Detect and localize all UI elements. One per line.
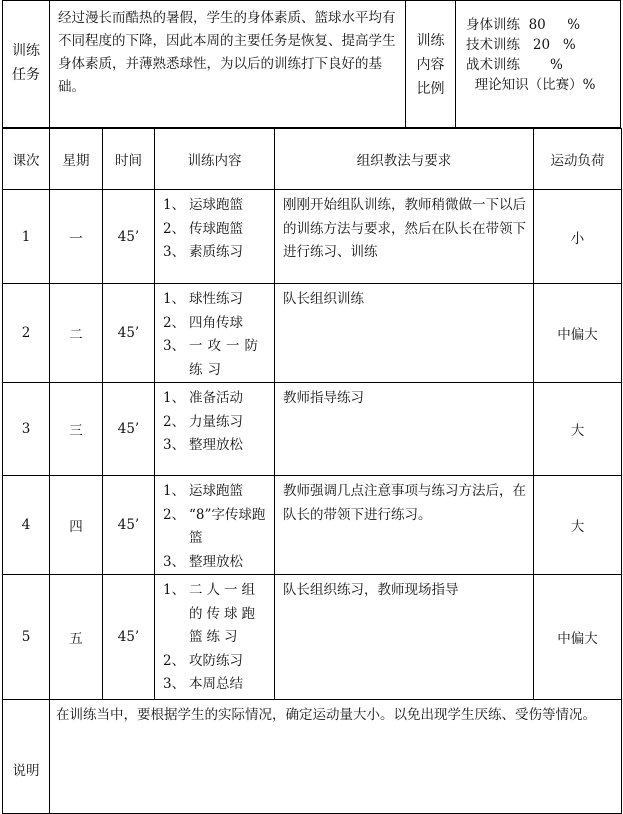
ratio-label: 训练内容比例 <box>416 33 445 97</box>
method-requirements: 教师强调几点注意事项与练习方法后，在队长的带领下进行练习。 <box>275 476 534 575</box>
list-item: 1、 球性练习 <box>163 291 243 307</box>
exercise-load: 中偏大 <box>534 575 622 700</box>
ratio-label-cell <box>406 1 456 127</box>
duration: 45’ <box>103 284 155 383</box>
list-item: 1、 运球跑篮 <box>163 197 243 213</box>
method-requirements: 教师指导练习 <box>275 383 534 476</box>
table-row <box>3 575 622 700</box>
list-item: 2、 力量练习 <box>163 413 243 430</box>
ratio-tactical: 战术训练 % <box>466 57 563 73</box>
exercise-load: 中偏大 <box>534 284 622 383</box>
weekday: 一 <box>50 190 103 284</box>
method-requirements: 队长组织练习，教师现场指导 <box>275 575 534 700</box>
table-header-row <box>3 129 622 190</box>
weekday: 三 <box>50 383 103 476</box>
list-item: 3、 素质练习 <box>163 244 243 260</box>
note-text: 在训练当中，要根据学生的实际情况，确定运动量大小。以免出现学生厌练、受伤等情况。 <box>50 700 622 814</box>
list-item: 2、 四角传球 <box>163 314 243 331</box>
duration: 45’ <box>103 190 155 284</box>
training-items <box>155 476 275 575</box>
list-item: 3、 本周总结 <box>163 676 243 692</box>
ratio-technical: 技术训练 20 % <box>466 37 576 53</box>
training-items <box>155 575 275 700</box>
list-item: 2、 攻防练习 <box>163 652 243 669</box>
lesson-number: 5 <box>3 575 50 700</box>
list-item: 3、 一攻一防练习 <box>163 338 263 378</box>
col-header-method: 组织教法与要求 <box>275 129 534 190</box>
training-schedule-table <box>2 128 622 814</box>
list-item: 3、 整理放松 <box>163 553 243 570</box>
duration: 45’ <box>103 575 155 700</box>
col-header-content: 训练内容 <box>155 129 275 190</box>
list-item: 3、 整理放松 <box>163 437 243 453</box>
table-row <box>3 476 622 575</box>
goal-text-cell <box>50 1 406 127</box>
duration: 45’ <box>103 383 155 476</box>
duration: 45’ <box>103 476 155 575</box>
table-row <box>3 190 622 284</box>
note-row <box>3 700 622 814</box>
goal-label-cell <box>3 1 50 127</box>
list-item: 1、 准备活动 <box>163 390 243 406</box>
note-label: 说明 <box>3 700 50 814</box>
list-item: 1、 运球跑篮 <box>163 483 243 499</box>
lesson-number: 4 <box>3 476 50 575</box>
col-header-time: 时间 <box>103 129 155 190</box>
col-header-lesson: 课次 <box>3 129 50 190</box>
method-requirements: 刚刚开始组队训练，教师稍微做一下以后的训练方法与要求，然后在队长在带领下进行练习、训练 <box>275 190 534 284</box>
lesson-number: 3 <box>3 383 50 476</box>
weekday: 四 <box>50 476 103 575</box>
list-item: 1、 二人一组的传球跑篮练习 <box>163 582 259 645</box>
plan-header <box>2 0 621 128</box>
list-item: 2、 传球跑篮 <box>163 220 243 237</box>
ratio-theory: 理论知识（比赛）% <box>466 77 596 93</box>
ratio-list <box>456 1 620 127</box>
table-row <box>3 383 622 476</box>
lesson-number: 1 <box>3 190 50 284</box>
exercise-load: 大 <box>534 383 622 476</box>
weekday: 五 <box>50 575 103 700</box>
exercise-load: 大 <box>534 476 622 575</box>
goal-text: 经过漫长而酷热的暑假，学生的身体素质、篮球水平均有不同程度的下降，因此本周的主要任务是恢复、提高学生身体素质，并薄熟悉球性，为以后的训练打下良好的基础。 <box>58 10 396 95</box>
training-items <box>155 383 275 476</box>
list-item: 2、 “8”字传球跑篮 <box>163 506 266 546</box>
training-items <box>155 190 275 284</box>
goal-label: 训练任务 <box>12 43 40 83</box>
col-header-load: 运动负荷 <box>534 129 622 190</box>
weekday: 二 <box>50 284 103 383</box>
training-items <box>155 284 275 383</box>
ratio-physical: 身体训练 80 % <box>466 17 581 33</box>
col-header-weekday: 星期 <box>50 129 103 190</box>
method-requirements: 队长组织训练 <box>275 284 534 383</box>
exercise-load: 小 <box>534 190 622 284</box>
table-row <box>3 284 622 383</box>
lesson-number: 2 <box>3 284 50 383</box>
